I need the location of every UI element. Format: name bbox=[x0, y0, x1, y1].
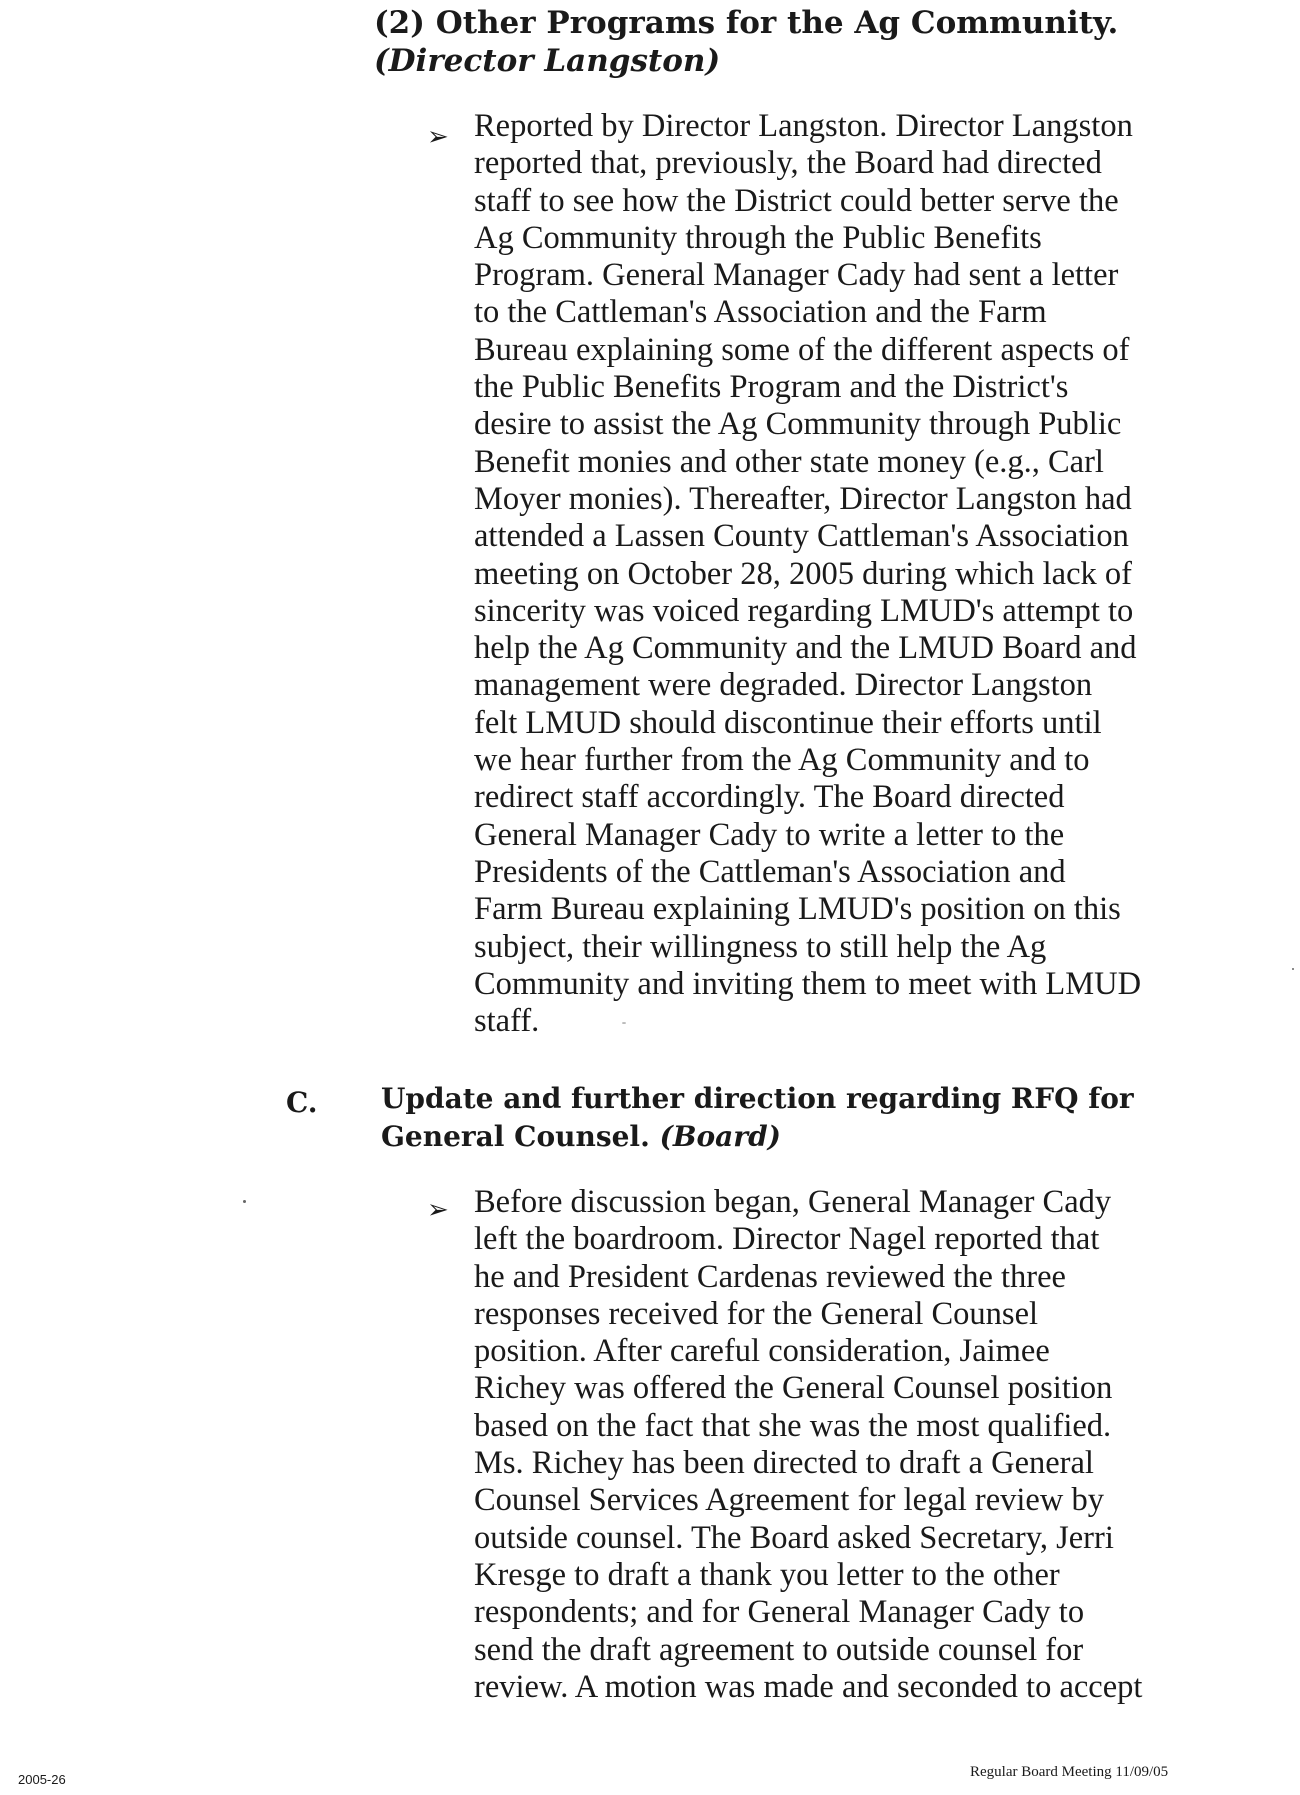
section-c-presenter: (Board) bbox=[659, 1120, 781, 1153]
paragraph-line: management were degraded. Director Langston bbox=[474, 667, 1093, 704]
paragraph-line: respondents; and for General Manager Cady to bbox=[474, 1594, 1085, 1631]
page-number: 2005-26 bbox=[18, 1772, 66, 1787]
paragraph-line: Ms. Richey has been directed to draft a General bbox=[474, 1445, 1094, 1482]
paragraph-line: Moyer monies). Thereafter, Director Langston had bbox=[474, 480, 1132, 517]
paragraph-line: Program. General Manager Cady had sent a letter bbox=[474, 257, 1119, 294]
paragraph-line: subject, their willingness to still help the Ag bbox=[474, 928, 1047, 965]
paragraph-line: Kresge to draft a thank you letter to the other bbox=[474, 1556, 1060, 1593]
paragraph-line: Richey was offered the General Counsel position bbox=[474, 1370, 1113, 1407]
paragraph-line: redirect staff accordingly. The Board directed bbox=[474, 779, 1065, 816]
paragraph-line: meeting on October 28, 2005 during which lack of bbox=[474, 555, 1132, 592]
paragraph-line: position. After careful consideration, Jaimee bbox=[474, 1333, 1050, 1370]
paragraph-line: based on the fact that she was the most qualified. bbox=[474, 1407, 1112, 1444]
paragraph-line: Benefit monies and other state money (e.g., Carl bbox=[474, 443, 1104, 480]
paragraph-line: Counsel Services Agreement for legal review by bbox=[474, 1482, 1104, 1519]
paragraph-line: felt LMUD should discontinue their efforts until bbox=[474, 704, 1102, 741]
paragraph-line: send the draft agreement to outside counsel for bbox=[474, 1631, 1084, 1668]
arrow-bullet-icon: ➢ bbox=[427, 122, 449, 152]
section-c-paragraph bbox=[474, 1184, 1254, 1706]
section-2-presenter: (Director Langston) bbox=[374, 43, 721, 79]
paragraph-line: outside counsel. The Board asked Secretary, Jerri bbox=[474, 1519, 1114, 1556]
scan-speck bbox=[622, 1022, 626, 1024]
paragraph-line: Bureau explaining some of the different aspects of bbox=[474, 331, 1130, 368]
section-2-paragraph bbox=[474, 108, 1254, 1040]
section-letter-c: C. bbox=[286, 1086, 318, 1119]
paragraph-line: to the Cattleman's Association and the Farm bbox=[474, 294, 1047, 331]
paragraph-line: attended a Lassen County Cattleman's Association bbox=[474, 518, 1129, 555]
paragraph-line: sincerity was voiced regarding LMUD's attempt to bbox=[474, 592, 1134, 629]
paragraph-line: Reported by Director Langston. Director Langston bbox=[474, 108, 1133, 144]
paragraph-line: left the boardroom. Director Nagel reported that bbox=[474, 1221, 1100, 1258]
scan-speck bbox=[243, 1200, 246, 1203]
paragraph-line: Before discussion began, General Manager Cady bbox=[474, 1184, 1112, 1220]
paragraph-line: Presidents of the Cattleman's Association and bbox=[474, 853, 1066, 890]
scan-speck bbox=[1292, 968, 1294, 970]
paragraph-line: Farm Bureau explaining LMUD's position on this bbox=[474, 891, 1121, 928]
section-c-title-main: General Counsel. bbox=[381, 1120, 650, 1153]
paragraph-line: staff. bbox=[474, 1003, 540, 1040]
section-2-title: (2) Other Programs for the Ag Community. bbox=[374, 5, 1119, 41]
paragraph-line: review. A motion was made and seconded to accept bbox=[474, 1668, 1143, 1705]
paragraph-line: the Public Benefits Program and the District's bbox=[474, 369, 1069, 406]
paragraph-line: help the Ag Community and the LMUD Board and bbox=[474, 630, 1137, 667]
section-c-title-line-1: Update and further direction regarding RFQ for bbox=[381, 1082, 1134, 1115]
arrow-bullet-icon: ➢ bbox=[427, 1195, 449, 1225]
section-c-heading bbox=[381, 1080, 1241, 1156]
paragraph-line: staff to see how the District could better serve the bbox=[474, 182, 1119, 219]
paragraph-line: Community and inviting them to meet with LMUD bbox=[474, 965, 1142, 1002]
section-c-title-line-2 bbox=[381, 1118, 1241, 1156]
meeting-footer: Regular Board Meeting 11/09/05 bbox=[970, 1764, 1169, 1780]
section-2-heading bbox=[374, 4, 1274, 80]
paragraph-line: responses received for the General Counsel bbox=[474, 1295, 1039, 1332]
paragraph-line: Ag Community through the Public Benefits bbox=[474, 219, 1042, 256]
paragraph-line: General Manager Cady to write a letter to the bbox=[474, 816, 1065, 853]
paragraph-line: we hear further from the Ag Community and to bbox=[474, 742, 1090, 779]
paragraph-line: reported that, previously, the Board had directed bbox=[474, 145, 1102, 182]
paragraph-line: he and President Cardenas reviewed the three bbox=[474, 1258, 1066, 1295]
paragraph-line: desire to assist the Ag Community through Public bbox=[474, 406, 1122, 443]
